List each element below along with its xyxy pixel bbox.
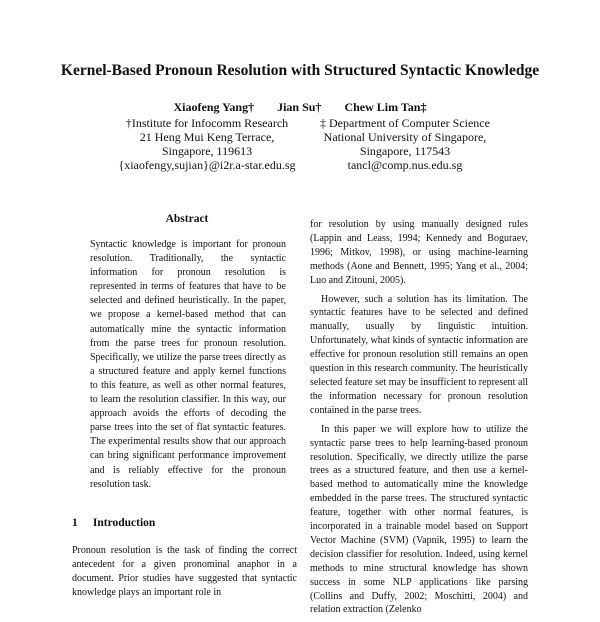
intro-paragraph: Pronoun resolution is the task of finding the correct antecedent for a given pronominal anaphor in a document. Prior studies have suggested that syntactic knowledge plays an important role in xyxy=(72,545,297,598)
affiliation-left: †Institute for Infocomm Research 21 Heng Mui Keng Terrace, Singapore, 119613 {xiaofengy,sujian}@i2r.a-star.edu.sg xyxy=(118,116,296,172)
right-column xyxy=(310,218,528,622)
author-name: Xiaofeng Yang† xyxy=(173,100,255,114)
section-heading xyxy=(72,517,155,529)
section-number: 1 xyxy=(72,517,78,529)
body-paragraph: However, such a solution has its limitation. The syntactic features have to be selected and defined manually, usually by linguistic intuition. Unfortunately, what kinds of syntactic information are effective for pronoun resolution still remains an open question in this research community. The heuristically selected feature set may be insufficient to represent all the information necessary for pronoun resolution contained in the parse trees. xyxy=(310,293,528,416)
body-paragraph: In this paper we will explore how to utilize the syntactic parse trees to help learning-based pronoun resolution. Specifically, we directly utilize the parse trees as a structured feature, and then use a kernel-based method to automatically mine the knowledge embedded in the parse trees. The structured syntactic feature, together with other normal features, is incorporated in a trainable model based on Support Vector Machine (SVM) (Vapnik, 1995) to learn the decision classifier for resolution. Indeed, using kernel methods to mine structural knowledge has shown success in some NLP applications like parsing (Collins and Duffy, 2002; Moschitti, 2004) and relation extraction (Zelenko xyxy=(310,423,528,616)
author-name: Chew Lim Tan‡ xyxy=(344,100,427,114)
affiliation-right: ‡ Department of Computer Science National University of Singapore, Singapore, 117543 tancl@comp.nus.edu.sg xyxy=(320,116,490,172)
abstract-body: Syntactic knowledge is important for pronoun resolution. Traditionally, the syntactic information for pronoun resolution is represented in terms of features that have to be selected and defined heuristically. In the paper, we propose a kernel-based method that can automatically mine the syntactic information from the parse trees for pronoun resolution. Specifically, we utilize the parse trees directly as a structured feature and apply kernel functions to this feature, as well as other normal features, to learn the resolution classifier. In this way, our approach avoids the efforts of decoding the parse trees into the set of flat syntactic features. The experimental results show that our approach can bring significant performance improvement and is reliably effective for the pronoun resolution task. xyxy=(90,239,286,490)
paper-title: Kernel-Based Pronoun Resolution with Structured Syntactic Knowledge xyxy=(60,62,540,79)
author-name: Jian Su† xyxy=(277,100,322,114)
abstract-heading: Abstract xyxy=(165,213,209,225)
section-title: Introduction xyxy=(92,517,156,529)
body-paragraph: for resolution by using manually designed rules (Lappin and Leass, 1994; Kennedy and Boguraev, 1996; Mitkov, 1998), or using machine-learning methods (Aone and Bennett, 1995; Yang et al., 2004; Luo and Zitouni, 2005). xyxy=(310,219,528,286)
author-list xyxy=(0,100,600,115)
